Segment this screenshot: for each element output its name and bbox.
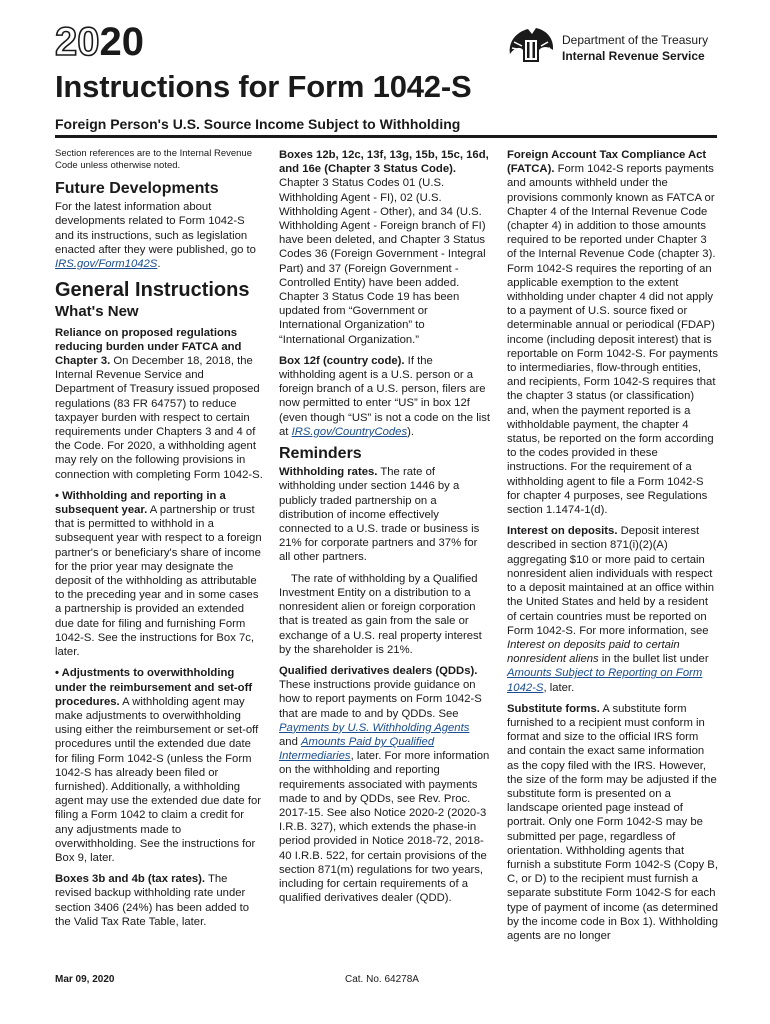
footer-date: Mar 09, 2020 <box>55 974 115 985</box>
qdd-paragraph: Qualified derivatives dealers (QDDs). These instructions provide guidance on how to report payments on Form 1042-S that are made to and by QDDs. See Payments by U.S. Withholding Agents and Amounts Paid by Qualified Intermediaries, later. For more information on the withholding and reporting requirements associated with payments made to and by QDDs, see Rev. Proc. 2017-15. See also Notice 2020-2 (2020-3 I.R.B. 327), which extends the phase-in period provided in Notice 2018-72, 2018-40 I.R.B. 522, for certain provisions of the section 871(m) regulations for two years, including for certain requirements of a qualified derivatives dealer (QDD). <box>279 664 490 905</box>
tax-rates-paragraph: Boxes 3b and 4b (tax rates). The revised backup withholding rate under section 3406 (24%) has been added to the Valid Tax Rate Table, later. <box>55 873 250 928</box>
status-code-paragraph: Boxes 12b, 12c, 13f, 13g, 15b, 15c, 16d, and 16e (Chapter 3 Status Code). Chapter 3 Status Codes 01 (U.S. Withholding Agent - FI), 02 (U.S. Withholding Agent - Other), and 34 (U.S. Withholding Agent - Foreign branch of FI) have been deleted, and Chapter 3 Status Codes 36 (Foreign Government - Integral Part) and 37 (Foreign Government - Controlled Entity) have been added. Chapter 3 Status Code 19 has been updated from “Government or International Organization” to “International Organization.” <box>279 149 489 346</box>
agency-names <box>562 32 708 64</box>
header-rule <box>55 135 717 138</box>
form-year: 2020 <box>55 20 144 64</box>
reliance-paragraph: Reliance on proposed regulations reducing burden under FATCA and Chapter 3. On December 18, 2018, the Internal Revenue Service and Department of Treasury issued proposed regulations (83 FR 64757) to reduce taxpayer burden with respect to certain requirements under Chapters 3 and 4 of the Code. For 2020, a withholding agent may rely on the following provisions in connection with completing Form 1042-S. <box>55 326 263 481</box>
fatca-paragraph: Foreign Account Tax Compliance Act (FATCA). Form 1042-S reports payments and amounts withheld under the provisions commonly known as FATCA or Chapter 4 of the Internal Revenue Code (chapter 4) in addition to those amounts required to be reported under Chapter 3 of the Internal Revenue Code (chapter 3). Form 1042-S requires the reporting of an applicable exemption to the extent withholding under chapter 4 did not apply to a payment of U.S. source fixed or determinable annual or periodical (FDAP) income (including deposit interest) that is reportable on Form 1042-S. For payments to intermediaries, flow-through entities, and recipients, Form 1042-S requires that the chapter 3 status (or classification) and, when the payment reported is a withholdable payment, the chapter 4 status, be reported on the form according to the codes provided in these instructions. For the requirement of a withholding agent to file a Form 1042-S for chapter 4 purposes, see Regulations section 1.1474-1(d). <box>507 149 718 517</box>
irs-eagle-logo-icon <box>506 24 556 66</box>
footer-catalog-number: Cat. No. 64278A <box>345 974 419 985</box>
subsequent-year-bullet: • Withholding and reporting in a subsequent year. A partnership or trust that is permitted to withhold in a subsequent year with respect to a foreign partner's or beneficiary's share of income for the prior year may designate the deposit of the withholding as attributable to the preceding year and in some cases a partnership is provided an extended due date for filing and furnishing Form 1042-S. See the instructions for Box 7c, later. <box>55 489 262 659</box>
agency-block <box>506 24 708 66</box>
qie-rate-paragraph: The rate of withholding by a Qualified Investment Entity on a distribution to a nonresident alien or foreign corporation that is treated as gain from the sale or exchange of a U.S. real property interest by the shareholder is 21%. <box>279 572 482 656</box>
amounts-subject-to-reporting-link[interactable]: Amounts Subject to Reporting on Form 1042-S <box>507 667 703 694</box>
future-developments-text: For the latest information about developments related to Form 1042-S and its instructions, such as legislation enacted after they were published, go to IRS.gov/Form1042S. <box>55 201 256 271</box>
irs-form1042s-link[interactable]: IRS.gov/Form1042S <box>55 258 158 271</box>
interest-on-deposits-paragraph: Interest on deposits. Deposit interest described in section 871(i)(2)(A) aggregating $10 or more paid to certain nonresident alien individuals with respect to a deposit maintained at an office within the United States and held by a resident of certain countries must be reported on Form 1042-S. For more information, see Interest on deposits paid to certain nonresident aliens in the bullet list under Amounts Subject to Reporting on Form 1042-S, later. <box>507 525 715 694</box>
substitute-forms-paragraph: Substitute forms. A substitute form furnished to a recipient must conform in format and size to the official IRS form and contain the exact same information as the copy filed with the IRS. However, the size of the form may be adjusted if the substitute form is presented on a landscape oriented page instead of portrait. Only one Form 1042-S may be submitted per page, regardless of orientation. Withholding agents that furnish a substitute Form 1042-S (Copy B, C, or D) to the recipient must furnish a separate substitute Form 1042-S for each type of payment of income (as determined by the income code in Box 1). Withholding agents are no longer <box>507 702 718 942</box>
reminders-heading: Reminders <box>279 445 362 463</box>
column-1 <box>55 148 265 936</box>
withholding-rates-paragraph: Withholding rates. The rate of withholding under section 1446 by a publicly traded partnership on a distribution of income effectively connected to a U.S. trade or business is 21% for corporate partners and 37% for all other partners. <box>279 466 480 564</box>
payments-by-us-withholding-agents-link[interactable]: Payments by U.S. Withholding Agents <box>279 721 470 734</box>
overwithholding-bullet: • Adjustments to overwithholding under the reimbursement and set-off procedures. A withholding agent may make adjustments to overwithholding using either the reimbursement or set-off procedures until the extended due date for filing Form 1042-S (unless the Form 1042-S has already been filed or furnished). Additionally, a withholding agent may use the extended due date for filing a Form 1042 to claim a credit for any adjustments made to overwithholding. See the instructions for Box 9, later. <box>55 667 262 864</box>
department-name: Department of the Treasury <box>562 33 709 47</box>
country-code-paragraph: Box 12f (country code). If the withholding agent is a U.S. person or a foreign branch of a U.S. person, filers are now permitted to enter “US” in box 12f (even though “US” is not a code on the list at IRS.gov/CountryCodes). <box>279 354 490 438</box>
section-note: Section references are to the Internal Revenue Code unless otherwise noted. <box>55 148 252 171</box>
column-2 <box>279 148 491 912</box>
future-developments-heading: Future Developments <box>55 180 219 197</box>
country-codes-link[interactable]: IRS.gov/CountryCodes <box>291 425 408 438</box>
column-3 <box>507 148 719 950</box>
whats-new-heading: What's New <box>55 303 139 321</box>
general-instructions-heading: General Instructions <box>55 279 250 302</box>
irs-name: Internal Revenue Service <box>562 49 705 63</box>
page-title: Instructions for Form 1042-S <box>55 69 472 104</box>
page-subtitle: Foreign Person's U.S. Source Income Subject to Withholding <box>55 116 461 132</box>
amounts-paid-by-qi-link[interactable]: Amounts Paid by Qualified Intermediaries <box>279 735 435 763</box>
